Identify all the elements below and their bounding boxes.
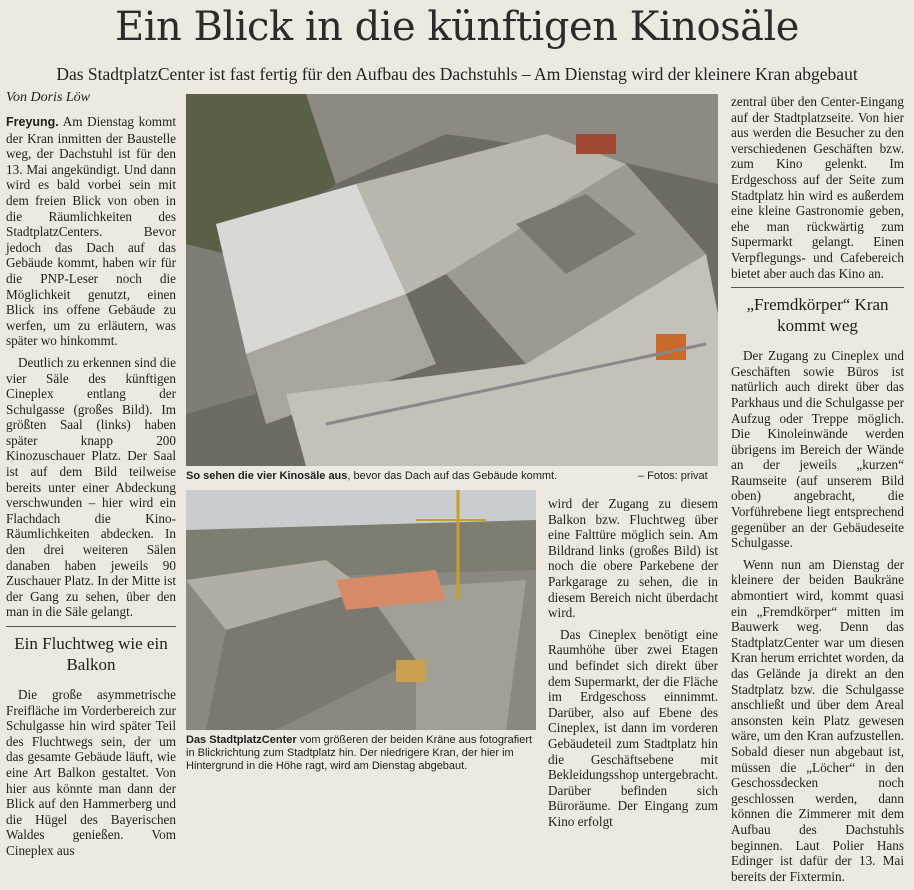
paragraph: wird der Zugang zu diesem Balkon bzw. Fluchtweg über eine Falttüre möglich sein. Am Bildrand links (großes Bild) ist noch die obere Parkebene der Parkgarage zu sehen, die in diesem Bereich nicht überdacht wird. xyxy=(548,496,718,621)
paragraph xyxy=(6,114,176,349)
paragraph-text: Am Dienstag kommt der Kran inmitten der Baustelle weg, der Dachstuhl ist für den 13. Mai angekündigt. Und dann wird es bald vorbei sein mit dem freien Blick von oben in die Räumlichkeiten des StadtplatzCenters. Bevor jedoch das Dach auf das Gebäude kommt, haben wir für die PNP-Leser noch die Möglichkeit genutzt, einen Blick ins offene Gebäude zu werfen, um zu erläutern, was später wo hinkommt. xyxy=(6,114,176,349)
divider xyxy=(731,287,904,288)
paragraph: zentral über den Center-Eingang auf der Stadtplatzseite. Von hier aus werden die Besucher zu den verschiedenen Geschäften bzw. zum Kino gelenkt. Im Erdgeschoss auf der Seite zum Stadtplatz hin wird es außerdem eine kleine Gastronomie geben, ehe man rückwärtig zum Supermarkt gelangt. Einen Verpflegungs- und Cafebereich bietet aber auch das Kino an. xyxy=(731,94,904,281)
caption-text: vom größeren der beiden Kräne aus fotografiert in Blickrichtung zum Stadtplatz hin. Der niedrigere Kran, der hier im Hintergrund in die Höhe ragt, wird am Dienstag abgebaut. xyxy=(186,734,533,772)
caption-bold: Das StadtplatzCenter xyxy=(186,734,297,746)
caption-bold: So sehen die vier Kinosäle aus xyxy=(186,470,348,482)
subhead-fluchtweg: Ein Fluchtweg wie ein Balkon xyxy=(14,634,168,674)
photo-stadtplatzcenter xyxy=(186,490,536,730)
photo-credit: – Fotos: privat xyxy=(638,470,708,482)
paragraph: Das Cineplex benötigt eine Raumhöhe über zwei Etagen und befindet sich direkt über dem Supermarkt, der die Fläche im Erdgeschoss einnimmt. Darüber, also auf Ebene des Cineplex, ist dann im vorderen Gebäudeteil zum Stadtplatz hin die Geschäftsebene mit Bekleidungsshop untergebracht. Darüber befinden sich Büroräume. Der Eingang zum Kino erfolgt xyxy=(548,626,718,829)
headline: Ein Blick in die künftigen Kinosäle xyxy=(115,4,799,50)
column-3 xyxy=(548,496,718,835)
caption-small-photo xyxy=(186,734,536,773)
subheadline: Das StadtplatzCenter ist fast fertig für den Aufbau des Dachstuhls – Am Dienstag wird der kleinere Kran abgebaut xyxy=(56,64,858,84)
paragraph: Deutlich zu erkennen sind die vier Säle des künftigen Cineplex entlang der Schulgasse (großes Bild). Im größten Saal (links) haben später knapp 200 Kinozuschauer Platz. Der Saal ist auf dem Bild teilweise bereits unter einer Abdeckung verschwunden – hier wird ein Flachdach die Kino-Räumlichkeiten abdecken. In den drei weiteren Sälen danaben haben jeweils 90 Zuschauer Platz. In der Mitte ist der Gang zu sehen, über den man in die Säle gelangt. xyxy=(6,354,176,620)
caption-big-photo xyxy=(186,470,586,483)
paragraph: Die große asymmetrische Freifläche im Vorderbereich zur Schulgasse hin wird später Teil des Fluchtwegs sein, der um das gesamte Gebäude läuft, wie eine Art Balkon gestaltet. Von hier aus könnte man dann der Blick auf den Hammerberg und die Hügel des Bayerischen Waldes genießen. Vom Cineplex aus xyxy=(6,687,176,858)
caption-text: , bevor das Dach auf das Gebäude kommt. xyxy=(347,470,558,482)
byline: Von Doris Löw xyxy=(6,90,91,105)
divider xyxy=(6,626,176,627)
photo-kinosaele xyxy=(186,94,718,466)
column-1 xyxy=(6,114,176,865)
dateline-city: Freyung. xyxy=(6,115,59,129)
paragraph: Der Zugang zu Cineplex und Geschäften sowie Büros ist natürlich auch direkt über das Parkhaus und die Schulgasse per Aufzug oder Treppe möglich. Die Kinoleinwände werden übrigens im Bereich der Wände an der jeweils „kurzen“ Raumseite (auf unserem Bild oben) angebracht, die Vorführebene liegt entsprechend gegenüber an der Gebäudeseite Schulgasse. xyxy=(731,348,904,551)
paragraph: Wenn nun am Dienstag der kleinere der beiden Baukräne abmontiert wird, kommt quasi ein „Fremdkörper“ mitten im Bauwerk weg. Denn das StadtplatzCenter war um diesen Kran herum errichtet worden, da das Gelände ja direkt an den Stadtplatz bzw. die Schulgasse anschließt und über dem Areal ansonsten kein Platz gewesen wäre, um den Kran aufzustellen. Sobald dieser nun abgebaut ist, müssen die „Löcher“ in den Geschossdecken noch geschlossen werden, dann können die Zimmerer mit dem Aufbau des Dachstuhls beginnen. Laut Polier Hans Edinger ist dafür der 13. Mai bereits der Fixtermin. xyxy=(731,556,904,884)
column-4 xyxy=(731,94,904,890)
subhead-fremdkoerper: „Fremdkörper“ Kran kommt weg xyxy=(746,295,889,336)
